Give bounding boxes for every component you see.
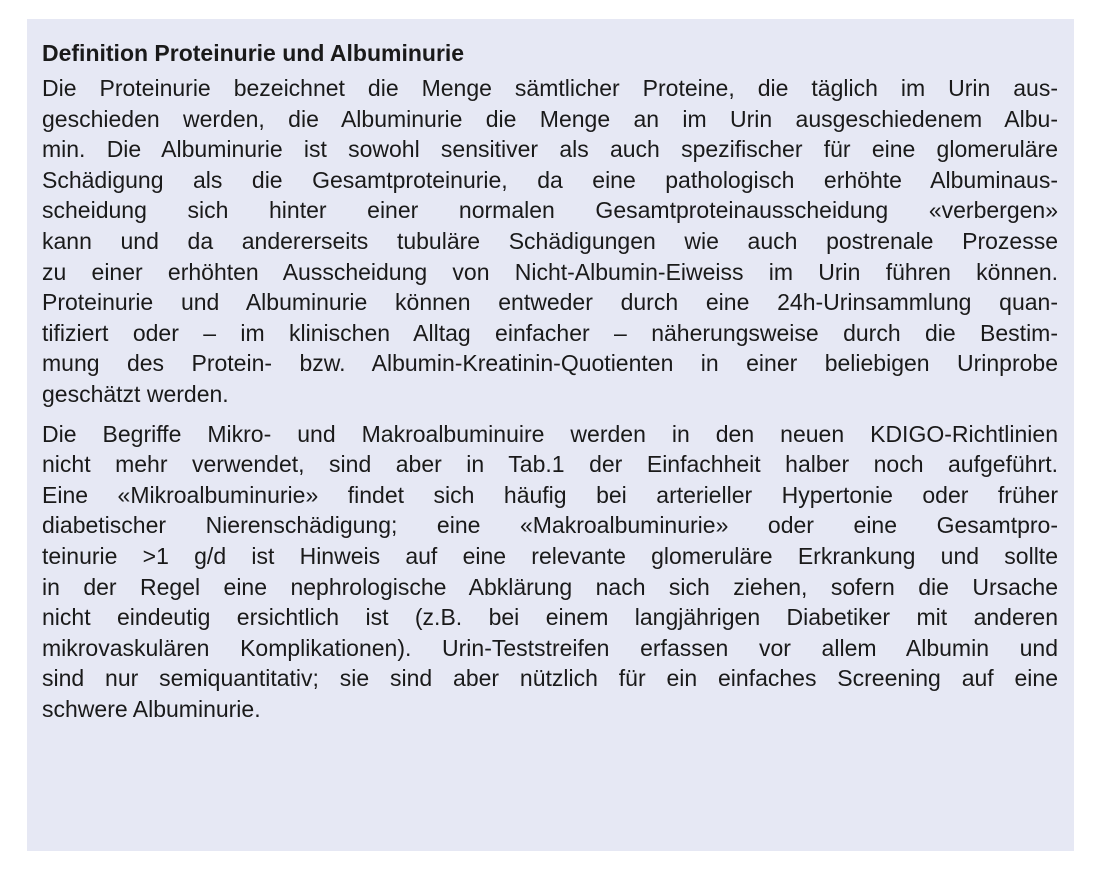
paragraph-line: zu einer erhöhten Ausscheidung von Nicht-Albumin-Eiweiss im Urin führen können.: [42, 258, 1058, 285]
paragraph-line: Schädigung als die Gesamtproteinurie, da eine pathologisch erhöhte Albuminaus-: [42, 166, 1058, 193]
paragraph: [42, 73, 1058, 410]
paragraph-line: Die Begriffe Mikro- und Makroalbuminuire werden in den neuen KDIGO-Richtlinien: [42, 420, 1058, 447]
definition-box: [27, 19, 1074, 851]
paragraph-line: Die Proteinurie bezeichnet die Menge sämtlicher Proteine, die täglich im Urin aus-: [42, 75, 1058, 101]
paragraph-line: mikrovaskulären Komplikationen). Urin-Teststreifen erfassen vor allem Albumin und: [42, 634, 1058, 661]
paragraph-line: Proteinurie und Albuminurie können entweder durch eine 24h-Urinsammlung quan-: [42, 289, 1058, 316]
paragraph-line: Eine «Mikroalbuminurie» findet sich häufig bei arterieller Hypertonie oder früher: [42, 481, 1058, 508]
paragraph-line: geschätzt werden.: [42, 380, 229, 407]
paragraph-line: nicht mehr verwendet, sind aber in Tab.1 der Einfachheit halber noch aufgeführt.: [42, 451, 1058, 478]
paragraph-line: tifiziert oder – im klinischen Alltag einfacher – näherungsweise durch die Bestim-: [42, 319, 1058, 346]
paragraph-line: kann und da andererseits tubuläre Schädigungen wie auch postrenale Prozesse: [42, 227, 1058, 254]
paragraph: [42, 419, 1058, 725]
box-title: Definition Proteinurie und Albuminurie: [42, 40, 465, 66]
box-body: [42, 73, 1058, 724]
paragraph-line: mung des Protein- bzw. Albumin-Kreatinin-Quotienten in einer beliebigen Urinprobe: [42, 350, 1058, 377]
paragraph-line: geschieden werden, die Albuminurie die Menge an im Urin ausgeschiedenem Albu-: [42, 105, 1058, 132]
paragraph-line: schwere Albuminurie.: [42, 695, 261, 722]
paragraph-line: diabetischer Nierenschädigung; eine «Makroalbuminurie» oder eine Gesamtpro-: [42, 512, 1058, 539]
paragraph-line: in der Regel eine nephrologische Abklärung nach sich ziehen, sofern die Ursache: [42, 573, 1058, 600]
paragraph-line: sind nur semiquantitativ; sie sind aber nützlich für ein einfaches Screening auf eine: [42, 665, 1058, 692]
paragraph-line: teinurie >1 g/d ist Hinweis auf eine relevante glomeruläre Erkrankung und sollte: [42, 542, 1058, 569]
paragraph-line: scheidung sich hinter einer normalen Gesamtproteinausscheidung «verbergen»: [42, 197, 1058, 224]
paragraph-line: min. Die Albuminurie ist sowohl sensitiver als auch spezifischer für eine glomeruläre: [42, 136, 1058, 163]
paragraph-line: nicht eindeutig ersichtlich ist (z.B. bei einem langjährigen Diabetiker mit anderen: [42, 604, 1058, 631]
